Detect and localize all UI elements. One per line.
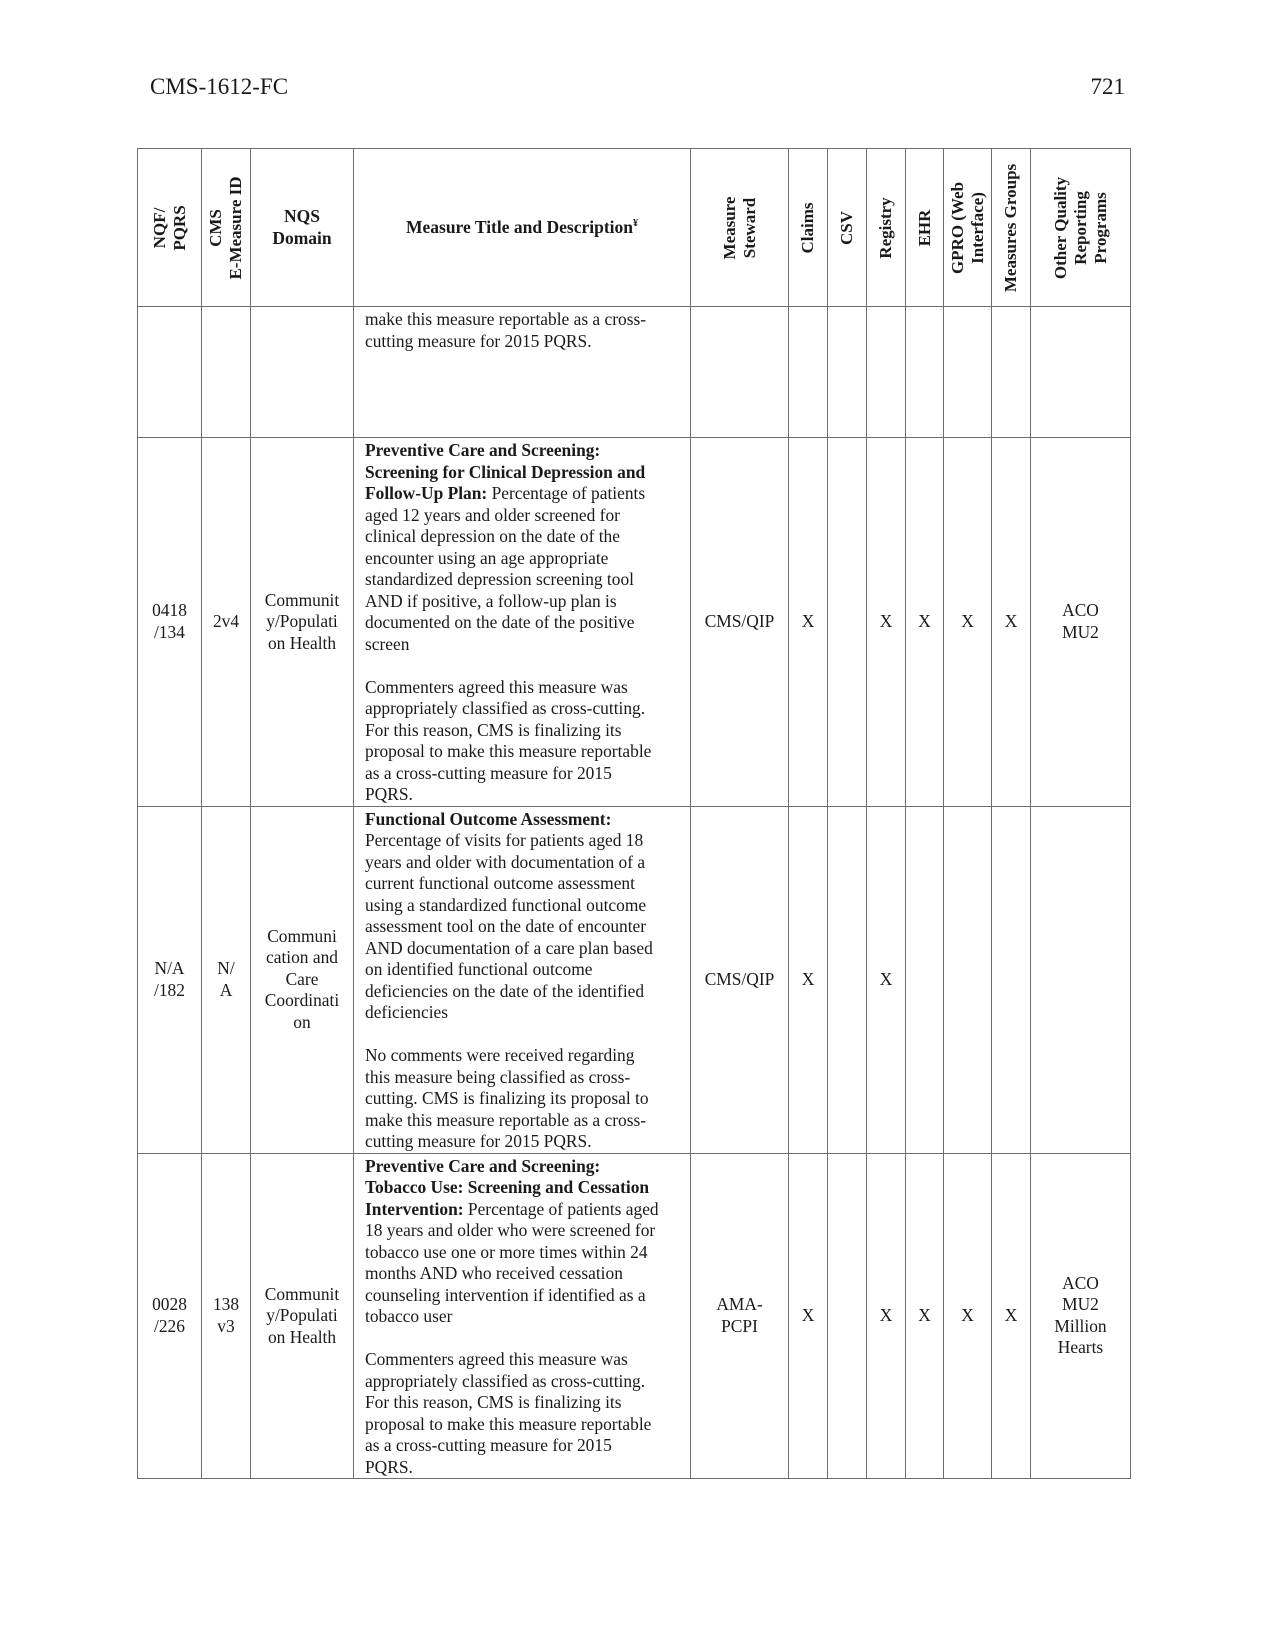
cell-ehr: X xyxy=(906,438,944,807)
cell-registry: X xyxy=(867,806,906,1153)
cell-registry xyxy=(867,307,906,438)
cell-nqs-domain: Communi cation and Care Coordinati on xyxy=(251,806,354,1153)
cell-measures-groups: X xyxy=(992,1153,1031,1479)
cell-measures-groups: X xyxy=(992,438,1031,807)
cell-steward: CMS/QIP xyxy=(691,806,789,1153)
col-nqs-domain: NQS Domain xyxy=(251,149,354,307)
cell-csv xyxy=(828,1153,867,1479)
cell-description: Functional Outcome Assessment: Percentage of visits for patients aged 18 years and older with documentation of a current functional outcome assessment using a standardized functional outcome assessment tool on the date of encounter AND documentation of a care plan based on identified functional outcome deficiencies on the date of the identified deficiencies No comments were received regarding this measure being classified as cross- cutting. CMS is finalizing its proposal to make this measure reportable as a cross- cutting measure for 2015 PQRS. xyxy=(354,806,691,1153)
col-ehr: EHR xyxy=(906,149,944,307)
cell-claims xyxy=(789,307,828,438)
cell-other-programs xyxy=(1031,307,1131,438)
cell-claims: X xyxy=(789,438,828,807)
cell-nqf-pqrs: 0028 /226 xyxy=(138,1153,202,1479)
cell-other-programs xyxy=(1031,806,1131,1153)
cell-steward: AMA- PCPI xyxy=(691,1153,789,1479)
document-id: CMS-1612-FC xyxy=(150,74,289,99)
cell-nqs-domain: Communit y/Populati on Health xyxy=(251,1153,354,1479)
cell-measures-groups xyxy=(992,307,1031,438)
cell-ehr xyxy=(906,806,944,1153)
col-measures-groups: Measures Groups xyxy=(992,149,1031,307)
cell-registry: X xyxy=(867,438,906,807)
cell-gpro: X xyxy=(944,1153,992,1479)
table-row xyxy=(138,806,1131,1153)
cell-csv xyxy=(828,307,867,438)
cell-description: Preventive Care and Screening: Screening for Clinical Depression and Follow-Up Plan: Percentage of patients aged 12 years and older screened for clinical depression on the date of the encounter using an age appropriate standardized depression screening tool AND if positive, a follow-up plan is documented on the date of the positive screen Commenters agreed this measure was appropriately classified as cross-cutting. For this reason, CMS is finalizing its proposal to make this measure reportable as a cross-cutting measure for 2015 PQRS. xyxy=(354,438,691,807)
cell-measures-groups xyxy=(992,806,1031,1153)
col-claims: Claims xyxy=(789,149,828,307)
col-other-programs: Other Quality Reporting Programs xyxy=(1031,149,1131,307)
col-cms-emeasure-id: CMS E-Measure ID xyxy=(202,149,251,307)
cell-csv xyxy=(828,806,867,1153)
col-nqf-pqrs: NQF/ PQRS xyxy=(138,149,202,307)
table-row xyxy=(138,438,1131,807)
cell-ehr: X xyxy=(906,1153,944,1479)
cell-cms-emeasure: N/ A xyxy=(202,806,251,1153)
cell-other-programs: ACO MU2 Million Hearts xyxy=(1031,1153,1131,1479)
cell-steward: CMS/QIP xyxy=(691,438,789,807)
cell-gpro xyxy=(944,806,992,1153)
cell-nqf-pqrs: N/A /182 xyxy=(138,806,202,1153)
cell-nqs-domain: Communit y/Populati on Health xyxy=(251,438,354,807)
cell-gpro xyxy=(944,307,992,438)
cell-claims: X xyxy=(789,806,828,1153)
header-row xyxy=(138,149,1131,307)
table-row xyxy=(138,307,1131,438)
col-measure-steward: Measure Steward xyxy=(691,149,789,307)
page-number: 721 xyxy=(1090,74,1125,99)
col-gpro: GPRO (Web Interface) xyxy=(944,149,992,307)
cell-description: make this measure reportable as a cross- cutting measure for 2015 PQRS. xyxy=(354,307,691,438)
col-measure-title: Measure Title and Description¥ xyxy=(354,149,691,307)
cell-nqf-pqrs: 0418 /134 xyxy=(138,438,202,807)
table-row xyxy=(138,1153,1131,1479)
measures-table xyxy=(137,148,1131,1479)
cell-cms-emeasure xyxy=(202,307,251,438)
col-csv: CSV xyxy=(828,149,867,307)
cell-description: Preventive Care and Screening: Tobacco Use: Screening and Cessation Intervention: Percentage of patients aged 18 years and older who were screened for tobacco use one or more times within 24 months AND who received cessation counseling intervention if identified as a tobacco user Commenters agreed this measure was appropriately classified as cross-cutting. For this reason, CMS is finalizing its proposal to make this measure reportable as a cross-cutting measure for 2015 PQRS. xyxy=(354,1153,691,1479)
cell-csv xyxy=(828,438,867,807)
cell-nqs-domain xyxy=(251,307,354,438)
cell-steward xyxy=(691,307,789,438)
cell-nqf-pqrs xyxy=(138,307,202,438)
cell-cms-emeasure: 138 v3 xyxy=(202,1153,251,1479)
cell-registry: X xyxy=(867,1153,906,1479)
cell-ehr xyxy=(906,307,944,438)
cell-gpro: X xyxy=(944,438,992,807)
col-registry: Registry xyxy=(867,149,906,307)
cell-cms-emeasure: 2v4 xyxy=(202,438,251,807)
cell-other-programs: ACO MU2 xyxy=(1031,438,1131,807)
cell-claims: X xyxy=(789,1153,828,1479)
